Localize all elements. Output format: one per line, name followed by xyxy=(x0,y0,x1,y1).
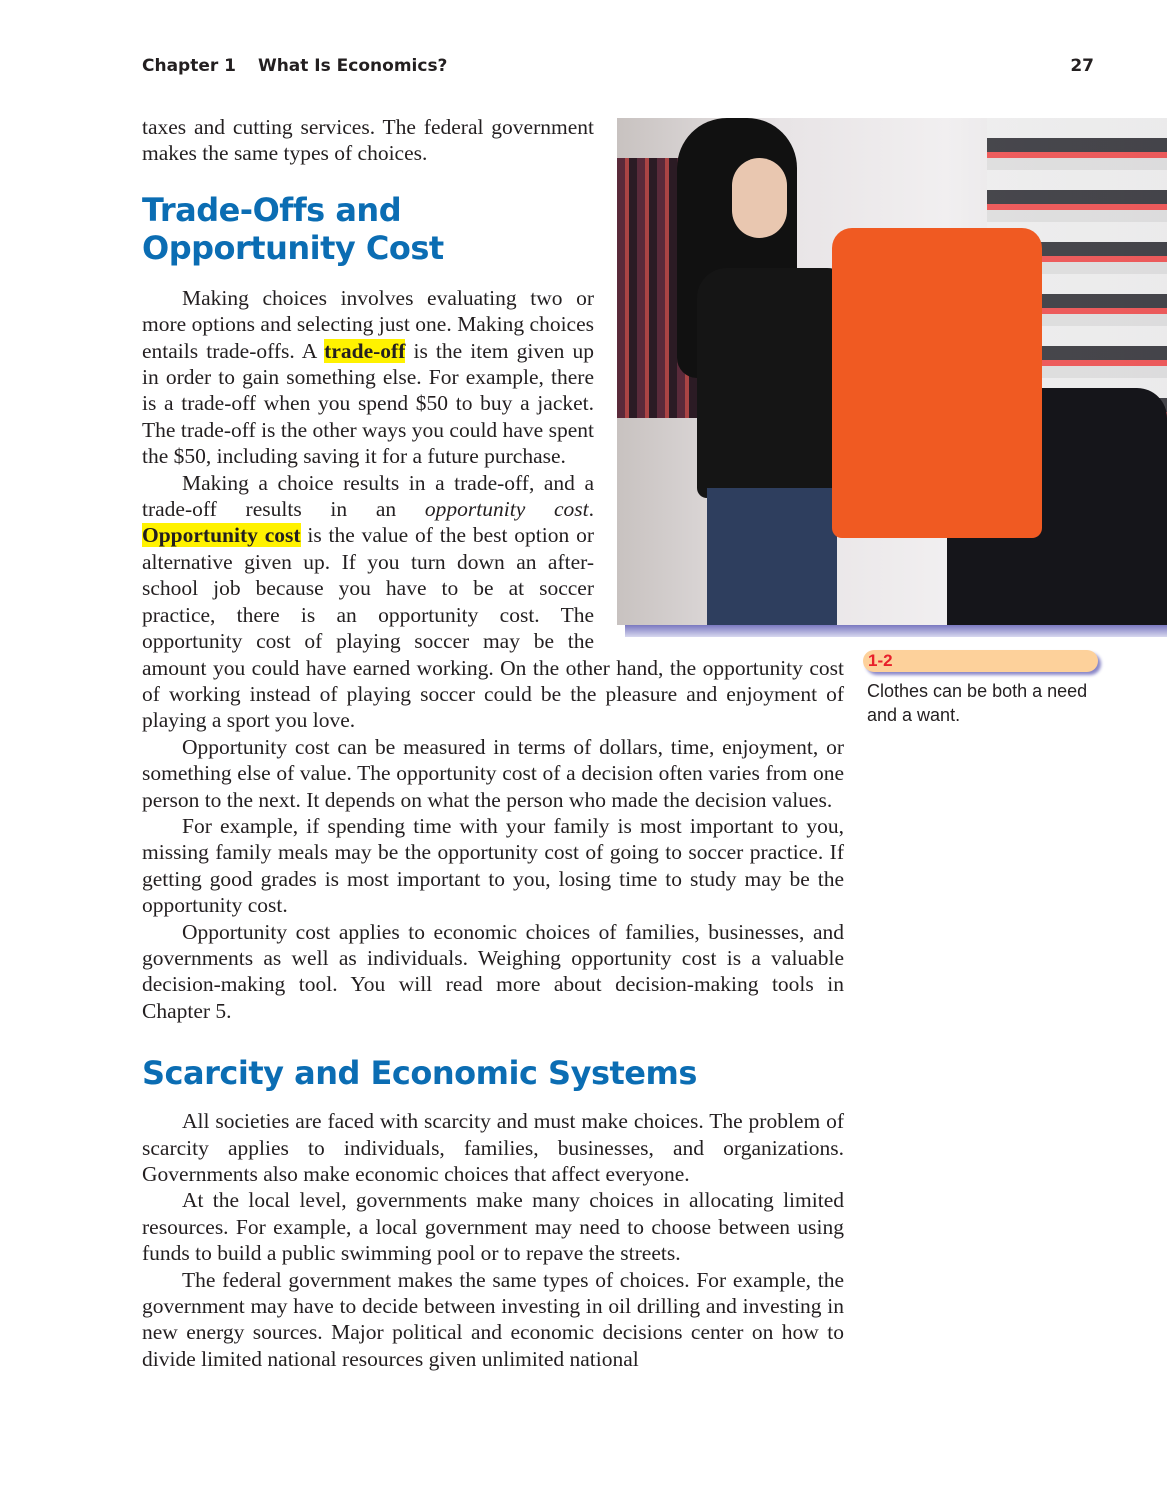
figure-spacer xyxy=(594,114,844,654)
chapter-number: Chapter 1 xyxy=(142,56,237,76)
paragraph: Opportunity cost can be measured in terms of dollars, time, enjoyment, or something else of value. The opportunity cost of a decision often varies from one person to the next. It depends on what the person who made the decision values. xyxy=(142,734,844,812)
paragraph: All societies are faced with scarcity and must make choices. The problem of scarcity applies to individuals, families, businesses, and organizations. Governments also make economic choices that affect everyone. xyxy=(142,1109,844,1186)
text: Making choices involves evaluating two or more options and selecting just one. Making choices entails trade-offs. A xyxy=(142,285,594,363)
figure-label: 1-2 xyxy=(863,650,1098,672)
running-header xyxy=(142,56,1094,76)
text: is the item given up in order to gain something else. For example, there is a trade-off when you spend $50 to buy a jacket. The trade-off is the other ways you could have spent the $50, including saving it for a future purchase. xyxy=(142,338,595,469)
paragraph: At the local level, governments make many choices in allocating limited resources. For example, a local government may need to choose between using funds to build a public swimming pool or to repave the streets. xyxy=(142,1188,844,1266)
section-heading-scarcity: Scarcity and Economic Systems xyxy=(142,1054,697,1093)
figure-caption: Clothes can be both a need and a want. xyxy=(867,681,1088,725)
orange-sweater xyxy=(832,228,1042,538)
paragraph: The federal government makes the same types of choices. For example, the government may have to decide between investing in oil drilling and investing in new energy sources. Major political and economic decisions center on how to divide limited national resources given unlimited national xyxy=(142,1267,844,1371)
text: Making a choice results in a trade-off, and a trade-off results in an xyxy=(142,470,594,522)
body-text xyxy=(142,114,844,1372)
term-trade-off: trade-off xyxy=(324,338,406,363)
text: . xyxy=(588,497,594,522)
intro-paragraph: taxes and cutting services. The federal government makes the same types of choices. xyxy=(142,115,594,166)
paragraph: Opportunity cost applies to economic choices of families, businesses, and governments as well as individuals. Weighing opportunity cost is a valuable decision-making tool. You will read more about decision-making tools in Chapter 5. xyxy=(142,919,844,1023)
page-number: 27 xyxy=(1070,56,1094,76)
paragraph: For example, if spending time with your family is most important to you, missing family meals may be the opportunity cost of going to soccer practice. If getting good grades is most important to you, losing time to study may be the opportunity cost. xyxy=(142,813,844,918)
chapter-title: What Is Economics? xyxy=(257,56,448,76)
section-heading-trade-offs: Trade-Offs and Opportunity Cost xyxy=(142,190,444,267)
term-opportunity-cost: Opportunity cost xyxy=(142,523,301,548)
italic-term: opportunity cost xyxy=(424,497,589,522)
text: is the value of the best option or alternative given up. If you turn down an after-school job because you have to be at soccer practice, there is an opportunity cost. The opportunity cost of playing soccer may be the amount you could have earned working. On the other hand, the opportunity cost of working instead of playing soccer could be the pleasure and enjoyment of playing a sport you love. xyxy=(142,523,844,733)
